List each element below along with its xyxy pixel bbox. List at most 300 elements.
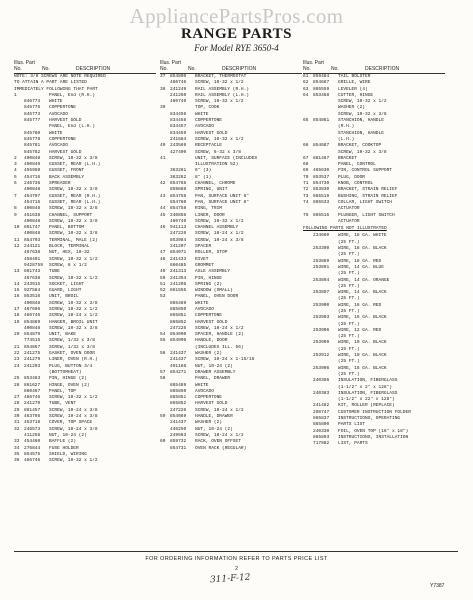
part-description: SCREW, 10-24 x 1-15/16 bbox=[195, 357, 255, 363]
parts-column-1 bbox=[14, 60, 156, 464]
part-description: SCREW, 10-32 x 1/2 bbox=[195, 136, 244, 142]
part-description: WIRE, 14 GA. ORANGE bbox=[338, 277, 390, 283]
part-description: COPPERTONE bbox=[49, 136, 77, 142]
part-description: NUT, 10-24 (2) bbox=[195, 426, 233, 432]
part-no: 834458 bbox=[170, 118, 187, 124]
part-no: 854768 bbox=[170, 181, 187, 187]
part-no: 486746 bbox=[170, 99, 187, 105]
parts-column-3 bbox=[303, 60, 445, 448]
illus-no: 23 bbox=[14, 357, 20, 363]
part-description: PANEL, End (L.H.) bbox=[49, 124, 95, 130]
part-description: (BOTTOMHEAT) bbox=[49, 369, 82, 375]
header-rule bbox=[303, 73, 445, 74]
part-description: AVOCADO bbox=[195, 306, 214, 312]
watermark-text: AppliancePartsPros.com bbox=[129, 4, 344, 28]
part-description: CHANNEL ASSEMBLY bbox=[195, 225, 239, 231]
illus-no: 22 bbox=[14, 351, 20, 357]
part-description: WIRE, 10 GA. BLACK bbox=[338, 340, 387, 346]
part-no: 845781 bbox=[24, 143, 41, 149]
illus-no: 60 bbox=[160, 439, 166, 445]
part-description: WIRE, 16 GA. BLACK bbox=[338, 315, 387, 321]
part-no: 253909 bbox=[313, 340, 330, 346]
header-no: No. bbox=[303, 66, 311, 72]
part-no: 834456 bbox=[170, 111, 187, 117]
part-description: (25 FT.) bbox=[338, 346, 360, 352]
illus-no: 46 bbox=[160, 225, 166, 231]
part-description: (25 FT.) bbox=[338, 371, 360, 377]
part-description: NUT, HEX, 10-32 bbox=[49, 250, 90, 256]
illus-no: 20 bbox=[14, 332, 20, 338]
part-description: SCREW, 10-32 x 1/2 bbox=[195, 218, 244, 224]
illus-no: 42 bbox=[160, 181, 166, 187]
part-description: WIRE, 14 GA. BLUE bbox=[338, 264, 384, 270]
part-description: SCREW, 10-24 x 3/8 bbox=[49, 414, 98, 420]
part-no: 243915 bbox=[24, 281, 41, 287]
illus-no: 74 bbox=[303, 199, 309, 205]
part-no: 845782 bbox=[24, 149, 41, 155]
part-description: SCREW, 10-32 x 3/8 bbox=[49, 231, 98, 237]
page-title: RANGE PARTS bbox=[181, 26, 292, 42]
part-description: KIT, ROLLER (REPLACE) bbox=[338, 403, 395, 409]
part-description: PIN, HINGE (2) bbox=[49, 376, 87, 382]
illus-no: 26 bbox=[14, 382, 20, 388]
page-number: 2 bbox=[235, 566, 238, 572]
part-no: 455950 bbox=[24, 168, 41, 174]
part-row bbox=[160, 446, 302, 452]
illus-no: 54 bbox=[160, 332, 166, 338]
part-no: 400848 bbox=[24, 218, 41, 224]
part-no: 234660 bbox=[313, 233, 330, 239]
part-no: 427490 bbox=[170, 149, 187, 155]
ordering-footer: FOR ORDERING INFORMATION REFER TO PARTS PRICE LIST bbox=[145, 556, 328, 562]
illus-no: 19 bbox=[14, 319, 20, 325]
part-no: 486746 bbox=[170, 218, 187, 224]
part-description: CUSTOMER INSTRUCTION FOLDER bbox=[338, 409, 411, 415]
part-description: (R.H.) bbox=[338, 124, 355, 130]
part-description: GUSSET, REAR (L.H.) bbox=[49, 199, 101, 205]
illus-no: 44 bbox=[160, 206, 166, 212]
part-no: 854090 bbox=[170, 338, 187, 344]
part-description: (25 FT.) bbox=[338, 271, 360, 277]
part-description: GRILLE, WIRE bbox=[338, 80, 371, 86]
part-no: 244121 bbox=[24, 244, 41, 250]
part-no: 834459 bbox=[170, 130, 187, 136]
part-description: STANCHION, HANDLE bbox=[338, 118, 384, 124]
part-description: COVER, TOP SPACE bbox=[49, 420, 93, 426]
part-no: 363262 bbox=[170, 174, 187, 180]
part-row bbox=[14, 458, 156, 464]
illus-no: 50 bbox=[160, 275, 166, 281]
part-description: HARVEST GOLD bbox=[195, 130, 228, 136]
part-description: (INCLUDES ILL. 56) bbox=[195, 344, 244, 350]
part-no: 491166 bbox=[170, 363, 187, 369]
part-description: (25 FT.) bbox=[338, 321, 360, 327]
illus-no: 8 bbox=[14, 206, 17, 212]
part-description: (25 FT.) bbox=[338, 296, 360, 302]
part-description: (1-1/2" x 2" x 128") bbox=[338, 384, 393, 390]
part-no: 241482 bbox=[313, 403, 330, 409]
part-no: 253390 bbox=[313, 246, 330, 252]
part-description: AVOCADO bbox=[49, 143, 68, 149]
part-description: SCREW, 1/32 x 3/8 bbox=[49, 338, 95, 344]
part-no: 400849 bbox=[24, 162, 41, 168]
illus-no: 63 bbox=[303, 86, 309, 92]
part-description: COPPERTONE bbox=[49, 105, 77, 111]
illus-no: 18 bbox=[14, 313, 20, 319]
part-description: PLUG, BUTTON 3/4 bbox=[49, 363, 93, 369]
part-description: LEVELER (4) bbox=[338, 86, 368, 92]
part-description: LINER, DOOR bbox=[195, 212, 225, 218]
part-description: BRACKET, COOKTOP bbox=[338, 143, 382, 149]
illus-no: 55 bbox=[160, 338, 166, 344]
part-description: SCREW, 10-24 x 3/8 bbox=[49, 426, 98, 432]
part-no: 253906 bbox=[313, 327, 330, 333]
part-description: INSULATION, FIBERGLASS bbox=[338, 390, 398, 396]
part-no: 249663 bbox=[170, 432, 187, 438]
part-description: TUBE, VENT bbox=[49, 401, 77, 407]
illus-no: 3 bbox=[14, 162, 17, 168]
part-no: 865850 bbox=[170, 388, 187, 394]
part-description: SCREW, 6-32 x 3/8 bbox=[195, 149, 241, 155]
part-description: SCREW, 10-32 x 3/8 bbox=[49, 155, 98, 161]
illus-no: 51 bbox=[160, 281, 166, 287]
part-no: 854575 bbox=[24, 451, 41, 457]
part-description: HANDLE, DRAWER bbox=[195, 414, 233, 420]
illus-no: 68 bbox=[303, 162, 309, 168]
note-line: IMMEDIATELY FOLLOWING THAT PART bbox=[14, 86, 98, 92]
part-no: 861555 bbox=[170, 288, 187, 294]
illus-no: 5 bbox=[14, 174, 17, 180]
illus-no: 14 bbox=[14, 281, 20, 287]
part-no: 865803 bbox=[313, 434, 330, 440]
illus-no: 1 bbox=[14, 92, 17, 98]
part-no: 865850 bbox=[170, 306, 187, 312]
part-no: 400848 bbox=[24, 231, 41, 237]
part-no: 774515 bbox=[24, 338, 41, 344]
illus-no: 17 bbox=[14, 306, 20, 312]
illus-no: 72 bbox=[303, 187, 309, 193]
part-description: UNIT, BAKE bbox=[49, 332, 77, 338]
parts-column-2 bbox=[160, 60, 302, 452]
part-no: 241684 bbox=[170, 136, 187, 142]
part-description: HANDLE, DOOR bbox=[195, 338, 228, 344]
part-no: 854867 bbox=[24, 344, 41, 350]
part-no: 861487 bbox=[313, 155, 330, 161]
part-description: TAIL BOLSTER bbox=[338, 74, 371, 79]
part-description: CHANNEL, CHROME bbox=[195, 181, 236, 187]
part-no: 9428759 bbox=[24, 262, 43, 268]
part-no: 241433 bbox=[170, 256, 187, 262]
part-description: (25 FT.) bbox=[338, 283, 360, 289]
table-header bbox=[14, 60, 156, 74]
part-no: 241270 bbox=[24, 401, 41, 407]
part-description: SCREW, 10-32 x 1/2 bbox=[338, 99, 387, 105]
part-description: GUSSET, REAR (L.H.) bbox=[49, 162, 101, 168]
part-description: SPACER bbox=[195, 244, 212, 250]
part-description: (1-1/2" x 22" x 128") bbox=[338, 397, 395, 403]
part-description: SCREW, 10-32 x 1/2 bbox=[195, 80, 244, 86]
part-description: NUT, 10-24 (2) bbox=[49, 432, 87, 438]
illus-no bbox=[303, 441, 313, 447]
illus-no: 6 bbox=[14, 181, 17, 187]
footer-divider bbox=[14, 551, 458, 552]
illus-no: 40 bbox=[160, 143, 166, 149]
part-row bbox=[303, 219, 445, 225]
part-no: 253903 bbox=[313, 315, 330, 321]
part-no: 243569 bbox=[170, 143, 187, 149]
part-no: 854759 bbox=[170, 193, 187, 199]
part-description: WHITE bbox=[49, 130, 63, 136]
part-description: SCREW, 10-24 x 3/8 bbox=[49, 407, 98, 413]
part-no: 240383 bbox=[313, 390, 330, 396]
part-description: WHITE bbox=[195, 382, 209, 388]
part-description: PAN, SURFACE UNIT 8" bbox=[195, 199, 250, 205]
part-description: (25 FT.) bbox=[338, 359, 360, 365]
part-description: WINDOW (SMALL) bbox=[195, 288, 233, 294]
part-no: 854071 bbox=[170, 250, 187, 256]
illus-no: 11 bbox=[14, 237, 20, 243]
part-no: 853830 bbox=[313, 187, 330, 193]
part-description: SCREW, 10-24 x 1/2 bbox=[195, 231, 244, 237]
part-no: 400848 bbox=[24, 206, 41, 212]
part-description: UNIT, SURFACE (INCLUDES bbox=[195, 155, 258, 161]
part-description: SPRING (2) bbox=[195, 281, 223, 287]
part-no: 853516 bbox=[24, 294, 41, 300]
illus-no: 75 bbox=[303, 212, 309, 218]
part-description: COPPERTONE bbox=[195, 118, 223, 124]
illus-no: 59 bbox=[160, 414, 166, 420]
part-no: 861457 bbox=[24, 407, 41, 413]
part-no: 241275 bbox=[24, 351, 41, 357]
illus-no: 61 bbox=[303, 74, 309, 79]
part-description: BRACKET, THERMOSTAT bbox=[195, 74, 247, 79]
part-description: GROMMET bbox=[195, 262, 214, 268]
part-no: 253894 bbox=[313, 277, 330, 283]
part-no: 854731 bbox=[170, 445, 187, 451]
part-description: HARVEST GOLD bbox=[195, 401, 228, 407]
part-description: BLOCK, TERMINAL bbox=[49, 244, 90, 250]
illus-no: 58 bbox=[160, 376, 166, 382]
part-no: 845778 bbox=[24, 136, 41, 142]
part-description: STANCHION, HANDLE bbox=[338, 130, 384, 136]
header-no: No. bbox=[188, 66, 196, 72]
part-description: SCREW, 10-32 x 3/8 bbox=[49, 206, 98, 212]
illus-no: 70 bbox=[303, 174, 309, 180]
illus-no: 4 bbox=[14, 168, 17, 174]
part-no: 246573 bbox=[24, 426, 41, 432]
part-no: 486746 bbox=[170, 80, 187, 86]
part-no: 834457 bbox=[170, 124, 187, 130]
illus-no: 7 bbox=[14, 193, 17, 199]
part-description: INSULATION, FIBERGLASS bbox=[338, 378, 398, 384]
part-description: BRACKET bbox=[338, 155, 357, 161]
part-description: SCREW, 10-32 x 1/2 bbox=[195, 99, 244, 105]
part-description: SCREW, 10-24 x 1/2 bbox=[195, 407, 244, 413]
model-subtitle: For Model RYE 3650-4 bbox=[194, 43, 279, 53]
part-no: 859888 bbox=[170, 187, 187, 193]
part-description: NUT, 10-24 (2) bbox=[195, 363, 233, 369]
part-no: 845780 bbox=[24, 130, 41, 136]
part-description: SCREW, 10-24 x 1/2 bbox=[195, 432, 244, 438]
part-description: SCREW, 10-32 x 3/8 bbox=[49, 325, 98, 331]
part-description: (25 FT.) bbox=[338, 252, 360, 258]
illus-no: 24 bbox=[14, 363, 20, 369]
part-no: 241249 bbox=[170, 86, 187, 92]
illus-no: 52 bbox=[160, 288, 166, 294]
part-no: 854879 bbox=[24, 332, 41, 338]
part-description: PANEL, End (R.H.) bbox=[49, 92, 95, 98]
part-description: HARVEST GOLD bbox=[195, 319, 228, 325]
part-no: 247226 bbox=[170, 231, 187, 237]
part-description: SCREW, 10-32 x 1/2 bbox=[49, 306, 98, 312]
illus-no: 41 bbox=[160, 155, 166, 161]
header-no: No. bbox=[42, 66, 50, 72]
part-description: WIRE, 10 GA. BLACK bbox=[338, 353, 387, 359]
part-no: 865533 bbox=[313, 199, 330, 205]
part-description: OVEN RACK (REGULAR) bbox=[195, 445, 247, 451]
illus-no: 37 bbox=[160, 74, 166, 79]
part-no: 467638 bbox=[24, 250, 41, 256]
illus-no: 57 bbox=[160, 369, 166, 375]
part-description: AVOCADO bbox=[195, 388, 214, 394]
part-no: 253996 bbox=[313, 365, 330, 371]
part-no: 453718 bbox=[24, 420, 41, 426]
part-description: PLUG, DOOR bbox=[338, 174, 366, 180]
part-no: 845776 bbox=[24, 105, 41, 111]
part-description: INSTRUCTIONS, INSTALLATION bbox=[338, 434, 409, 440]
illus-no: 31 bbox=[14, 420, 20, 426]
part-description: SCREW, 10-32 x 1/2 bbox=[49, 275, 98, 281]
part-description: ACTUATOR bbox=[338, 206, 360, 212]
part-description: PANEL, BOTTOM bbox=[49, 225, 85, 231]
part-description: FOIL, OVEN TOP (16" x 18") bbox=[338, 428, 409, 434]
part-no: 941113 bbox=[170, 225, 187, 231]
illus-no: 64 bbox=[303, 92, 309, 98]
note-line: NOTE: 3/8 SCREWS ARE NOTE REQUIRED bbox=[14, 74, 106, 79]
part-no: 865852 bbox=[170, 319, 187, 325]
part-description: SCREW, 10-32 x 3/8 bbox=[49, 187, 98, 193]
part-no: 861627 bbox=[24, 382, 41, 388]
part-no: 467696 bbox=[24, 306, 41, 312]
part-description: LINER, OVEN (R.H.) bbox=[49, 357, 98, 363]
part-no: 865800 bbox=[313, 422, 330, 428]
part-description: COLLAR, LIGHT SWITCH bbox=[338, 199, 393, 205]
header-no: No. bbox=[331, 66, 339, 72]
part-no: 446250 bbox=[170, 426, 187, 432]
part-no: 486746 bbox=[24, 395, 41, 401]
handwritten-note: 311-F-12 bbox=[209, 572, 251, 586]
part-description: SCREW, 1/32 x 3/8 bbox=[49, 344, 95, 350]
header-description: DESCRIPTION bbox=[222, 66, 257, 72]
part-no: 854271 bbox=[170, 369, 187, 375]
part-no: 927584 bbox=[24, 288, 41, 294]
part-description: WIRE, 12 GA. RED bbox=[338, 327, 382, 333]
illus-no: 67 bbox=[303, 155, 309, 161]
part-no: 276844 bbox=[24, 445, 41, 451]
part-no: 253912 bbox=[313, 353, 330, 359]
part-no: 845777 bbox=[24, 118, 41, 124]
illus-no: 29 bbox=[14, 407, 20, 413]
part-description: PLUNGER, LIGHT SWITCH bbox=[338, 212, 395, 218]
part-description: (L.H.) bbox=[338, 136, 355, 142]
part-description: WASHER (2) bbox=[195, 420, 223, 426]
part-no: 860467 bbox=[24, 388, 41, 394]
illus-no: 15 bbox=[14, 288, 20, 294]
illus-no: 66 bbox=[303, 143, 309, 149]
part-description: TERMINAL, MALE (2) bbox=[49, 237, 98, 243]
part-no: 854730 bbox=[313, 181, 330, 187]
part-description: WASHER (2) bbox=[338, 105, 366, 111]
part-no: 241313 bbox=[170, 269, 187, 275]
part-no: 853468 bbox=[313, 92, 330, 98]
header-description: DESCRIPTION bbox=[76, 66, 111, 72]
part-description: GUARD, LIGHT bbox=[49, 288, 82, 294]
illus-no: 16 bbox=[14, 294, 20, 300]
part-description: CHANNEL, SUPPORT bbox=[49, 212, 93, 218]
part-row bbox=[303, 441, 445, 447]
illus-no bbox=[160, 446, 170, 452]
part-description: LIST, PARTS bbox=[338, 441, 368, 447]
part-no: 241296 bbox=[170, 281, 187, 287]
part-description: ROLLER, STOP bbox=[195, 250, 228, 256]
part-no: 240858 bbox=[170, 212, 187, 218]
part-description: (25 FT.) bbox=[338, 308, 360, 314]
part-description: WIRE, 14 GA. BLACK bbox=[338, 290, 387, 296]
illus-no: 25 bbox=[14, 376, 20, 382]
part-description: SCREW, 10-32 x 3/8 bbox=[49, 300, 98, 306]
part-description: SCREW, 10-32 x 3/8 bbox=[49, 218, 98, 224]
part-no: 853537 bbox=[313, 174, 330, 180]
part-no: 859484 bbox=[313, 74, 330, 79]
part-no: 241437 bbox=[170, 420, 187, 426]
illus-no bbox=[303, 219, 313, 225]
part-no: 247226 bbox=[170, 407, 187, 413]
part-no: 865519 bbox=[313, 193, 330, 199]
illus-no: 10 bbox=[14, 225, 20, 231]
part-no: 859732 bbox=[170, 439, 187, 445]
part-no: 363261 bbox=[170, 168, 187, 174]
part-no: 717882 bbox=[313, 441, 330, 447]
part-description: DRAWER ASSEMBLY bbox=[195, 369, 236, 375]
header-illus-part: Illus. Part bbox=[303, 60, 324, 66]
part-description: WHITE bbox=[49, 99, 63, 105]
part-no: 865489 bbox=[170, 300, 187, 306]
part-no: 865851 bbox=[170, 395, 187, 401]
part-description: WIRE, 18 GA. WHITE bbox=[338, 233, 387, 239]
part-description: WIRE, 16 GA. BLACK bbox=[338, 365, 387, 371]
note-line: TO ATTAIN A PART ARE LISTED bbox=[14, 80, 87, 86]
part-no: 411256 bbox=[24, 432, 41, 438]
part-description: SCREW, 10-24 x 3/8 bbox=[195, 237, 244, 243]
part-no: 253891 bbox=[313, 264, 330, 270]
illus-no: 56 bbox=[160, 351, 166, 357]
header-illus-part: Illus. Part bbox=[14, 60, 35, 66]
part-no: 865852 bbox=[170, 401, 187, 407]
part-no: 865489 bbox=[170, 382, 187, 388]
header-no: No. bbox=[160, 66, 168, 72]
part-description: PIN, HINGE bbox=[195, 275, 223, 281]
part-no: 854687 bbox=[313, 143, 330, 149]
part-no: 854687 bbox=[313, 80, 330, 86]
section-heading: FOLLOWING PARTS NOT ILLUSTRATED bbox=[303, 226, 387, 232]
part-description: WIRE, 18 GA. BLACK bbox=[338, 246, 387, 252]
header-rule bbox=[14, 73, 156, 74]
part-description: TOP, COOK bbox=[195, 105, 220, 111]
part-no: 253900 bbox=[313, 302, 330, 308]
part-description: PANEL, DRAWER bbox=[195, 376, 231, 382]
part-no: 861747 bbox=[24, 225, 41, 231]
part-description: 8" (1) bbox=[195, 174, 212, 180]
